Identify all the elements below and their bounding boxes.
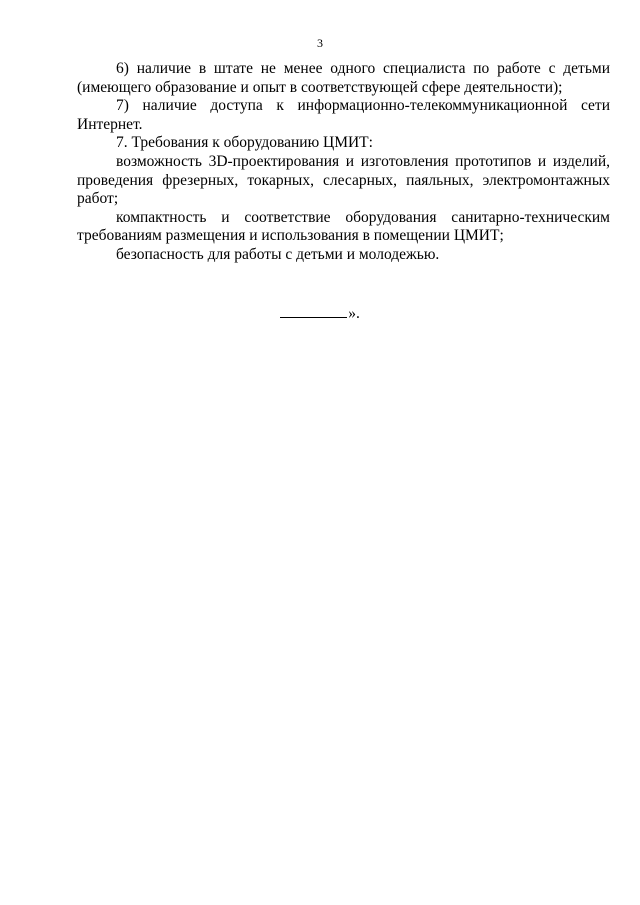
paragraph-compactness: компактность и соответствие оборудования санитарно-техническим требованиям размещения и использования в помещении ЦМИТ; [77,208,610,245]
signature-blank-line [280,305,347,318]
paragraph-equipment-heading: 7. Требования к оборудованию ЦМИТ: [116,134,373,152]
closing-quote-mark: ». [348,305,360,322]
document-body [77,60,610,265]
page-number: 3 [317,36,323,50]
paragraph-3d-design: возможность 3D-проектирования и изготовления прототипов и изделий, проведения фрезерных, токарных, слесарных, паяльных, электромонтажных работ; [77,152,610,208]
closing-line [0,305,640,323]
paragraph-staff-specialist: 6) наличие в штате не менее одного специалиста по работе с детьми (имеющего образование и опыт в соответствующей сфере деятельности); [77,60,610,96]
paragraph-internet-access: 7) наличие доступа к информационно-телекоммуникационной сети Интернет. [77,97,610,133]
paragraph-safety: безопасность для работы с детьми и молодежью. [116,245,440,263]
